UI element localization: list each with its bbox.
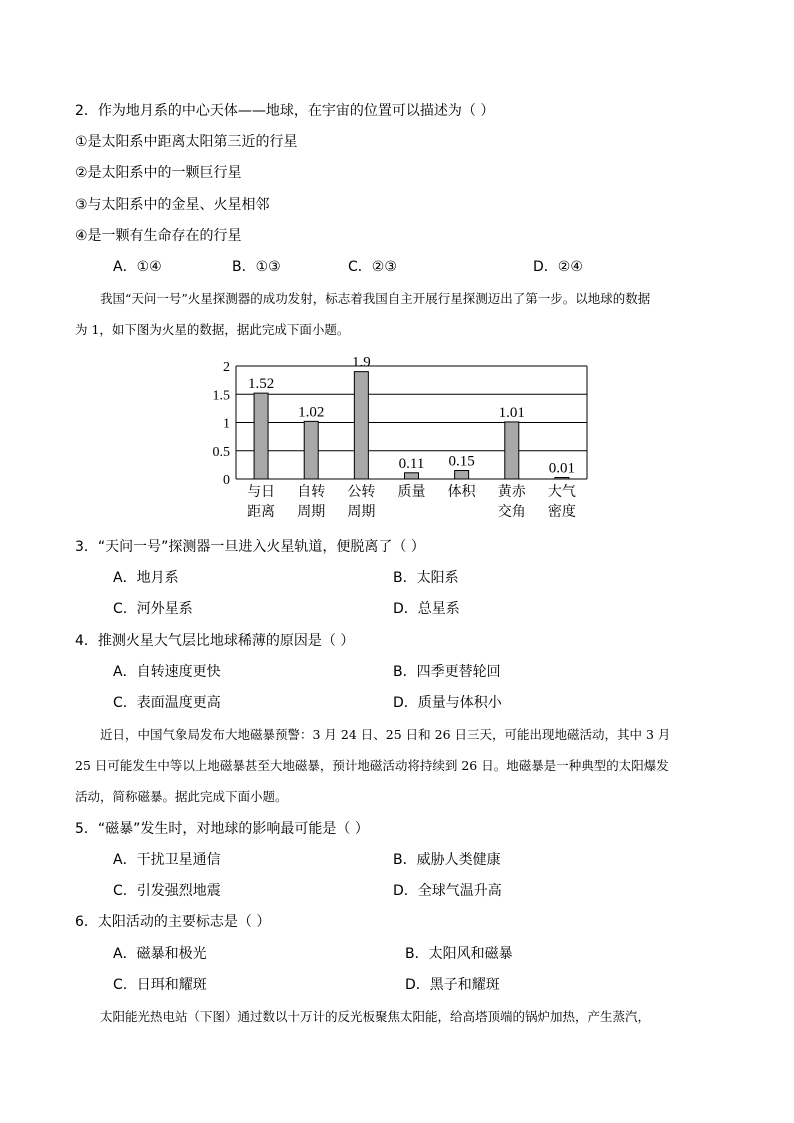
q5-option-c: C．引发强烈地震	[113, 883, 221, 899]
q3-stem: 3．“天问一号”探测器一旦进入火星轨道，便脱离了（ ）	[75, 539, 425, 555]
q2-stem: 2．作为地月系的中心天体——地球，在宇宙的位置可以描述为（ ）	[75, 103, 495, 119]
x-category-label: 交角	[497, 504, 526, 520]
x-category-label: 自转	[297, 484, 326, 500]
x-category-label: 黄赤	[497, 484, 526, 500]
q5-option-a: A．干扰卫星通信	[113, 852, 221, 868]
data-label: 0.01	[548, 460, 576, 477]
q2-option-c: C．②③	[348, 259, 397, 275]
data-label: 1.9	[351, 354, 371, 371]
material2-line2: 25 日可能发生中等以上地磁暴甚至大地磁暴，预计地磁活动将持续到 26 日。地磁暴是一种典型的太阳爆发	[75, 758, 669, 773]
y-tick-label: 1	[223, 416, 230, 432]
bar	[405, 473, 419, 479]
q5-option-b: B．威胁人类健康	[393, 852, 501, 868]
mars-data-bar-chart	[200, 352, 592, 524]
q2-item-3: ③与太阳系中的金星、火星相邻	[75, 197, 270, 213]
q2-item-4: ④是一颗有生命存在的行星	[75, 228, 242, 244]
y-tick-label: 1.5	[212, 388, 230, 404]
y-tick-label: 2	[223, 360, 230, 375]
bar	[555, 478, 569, 480]
x-category-label: 密度	[547, 504, 576, 520]
q2-option-b: B．①③	[232, 259, 281, 275]
bar	[505, 422, 519, 479]
bar	[354, 372, 368, 479]
bar	[304, 421, 318, 479]
x-category-label: 与日	[247, 484, 276, 500]
q6-option-c: C．日珥和耀斑	[113, 977, 207, 993]
bar	[254, 393, 268, 479]
bar	[455, 471, 469, 479]
material1-line2: 为 1，如下图为火星的数据，据此完成下面小题。	[75, 322, 350, 337]
data-label: 0.15	[448, 453, 475, 470]
data-label: 0.11	[398, 455, 425, 472]
q2-item-2: ②是太阳系中的一颗巨行星	[75, 165, 242, 181]
q2-option-a: A．①④	[113, 259, 162, 275]
x-category-label: 体积	[447, 484, 476, 500]
material3-line1: 太阳能光热电站（下图）通过数以十万计的反光板聚焦太阳能，给高塔顶端的锅炉加热，产生蒸汽，	[100, 1009, 651, 1024]
q3-option-b: B．太阳系	[393, 570, 459, 586]
q5-stem: 5．“磁暴”发生时，对地球的影响最可能是（ ）	[75, 821, 369, 837]
q6-option-d: D．黑子和耀斑	[405, 977, 500, 993]
q6-option-b: B．太阳风和磁暴	[405, 946, 513, 962]
q3-option-d: D．总星系	[393, 601, 460, 617]
q4-stem: 4．推测火星大气层比地球稀薄的原因是（ ）	[75, 633, 355, 649]
q3-option-a: A．地月系	[113, 570, 179, 586]
data-label: 1.01	[498, 404, 525, 421]
material2-line3: 活动，简称磁暴。据此完成下面小题。	[75, 789, 288, 804]
y-tick-label: 0.5	[212, 444, 230, 460]
data-label: 1.52	[247, 376, 275, 393]
material1-line1: 我国“天问一号”火星探测器的成功发射，标志着我国自主开展行星探测迈出了第一步。以地球的数据	[100, 291, 651, 306]
q4-option-c: C．表面温度更高	[113, 695, 221, 711]
x-category-label: 周期	[297, 504, 326, 520]
q4-option-b: B．四季更替轮回	[393, 664, 501, 680]
q4-option-d: D．质量与体积小	[393, 695, 502, 711]
data-label: 1.02	[298, 404, 325, 421]
x-category-label: 周期	[347, 504, 376, 520]
q4-option-a: A．自转速度更快	[113, 664, 221, 680]
x-category-label: 质量	[397, 484, 426, 500]
q5-option-d: D．全球气温升高	[393, 883, 502, 899]
x-category-label: 距离	[247, 504, 276, 520]
x-category-label: 大气	[547, 484, 576, 500]
q3-option-c: C．河外星系	[113, 601, 193, 617]
x-category-label: 公转	[347, 484, 376, 500]
q2-item-1: ①是太阳系中距离太阳第三近的行星	[75, 134, 298, 150]
q6-stem: 6．太阳活动的主要标志是（ ）	[75, 914, 271, 930]
y-tick-label: 0	[223, 473, 230, 488]
q6-option-a: A．磁暴和极光	[113, 946, 207, 962]
material2-line1: 近日，中国气象局发布大地磁暴预警：3 月 24 日、25 日和 26 日三天，可能出现地磁活动，其中 3 月	[100, 727, 671, 742]
q2-option-d: D．②④	[533, 259, 583, 275]
